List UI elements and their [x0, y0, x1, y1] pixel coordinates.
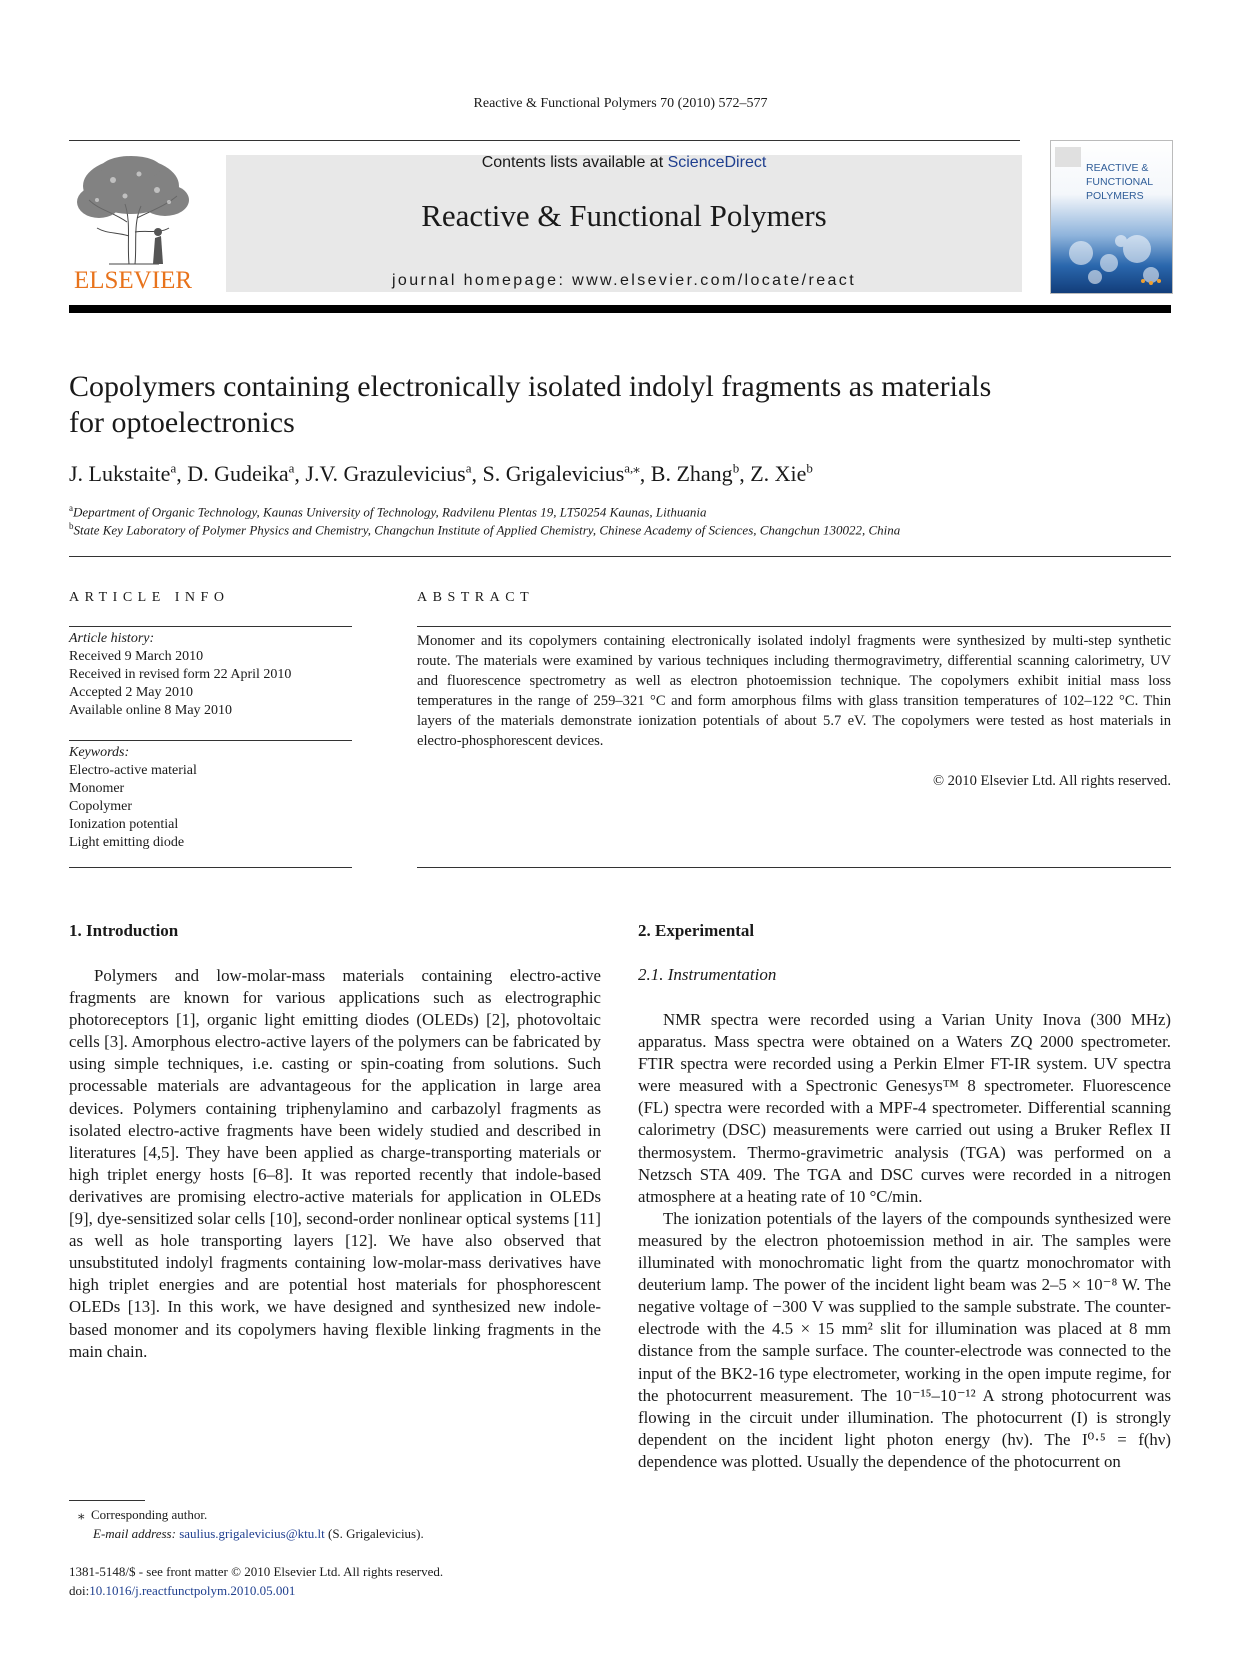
- sciencedirect-link[interactable]: ScienceDirect: [667, 154, 767, 171]
- keyword: Electro-active material: [69, 763, 197, 778]
- homepage-link[interactable]: www.elsevier.com/locate/react: [572, 272, 857, 289]
- keyword: Copolymer: [69, 799, 132, 814]
- author[interactable]: B. Zhang$^b$: [650, 461, 740, 487]
- article-info-heading: ARTICLE INFO: [69, 590, 230, 605]
- affiliation-b: $^b$State Key Laboratory of Polymer Physics and Chemistry, Changchun Institute of Applied Chemistry, Chinese Academy of Sciences, Changchun 130022, China: [69, 521, 901, 538]
- author[interactable]: D. Gudeika$^a$: [187, 461, 295, 487]
- keyword: Light emitting diode: [69, 835, 185, 850]
- title-line-1: Copolymers containing electronically isolated indolyl fragments as materials: [69, 370, 992, 403]
- title-line-2: for optoelectronics: [69, 406, 295, 439]
- issn-line: 1381-5148/$ - see front matter © 2010 Elsevier Ltd. All rights reserved.: [69, 1564, 444, 1579]
- email-link[interactable]: saulius.grigalevicius@ktu.lt: [179, 1526, 325, 1541]
- abstract-text: Monomer and its copolymers containing electronically isolated indolyl fragments were synthesized by multi-step synthetic route. The materials were examined by various techniques including thermogravimetry, differential scanning calorimetry, UV and fluorescence spectrometry as well as electron photoemission technique. The copolymers exhibit initial mass loss temperatures in the range of 259–321 °C and form amorphous films with glass transition temperatures of 102–122 °C. Thin layers of the materials demonstrate ionization potentials of about 5.7 eV. The copolymers were tested as host materials in electro-phosphorescent devices.: [417, 633, 1171, 749]
- affiliation-a: $^a$Department of Organic Technology, Kaunas University of Technology, Radvilenu Plentas 19, LT50254 Kaunas, Lithuania: [69, 503, 707, 520]
- elsevier-logo[interactable]: [69, 152, 197, 294]
- keywords: [69, 744, 352, 852]
- author-separator: ,: [176, 461, 188, 487]
- author[interactable]: J.V. Grazulevicius$^a$: [305, 461, 472, 487]
- author-separator: ,: [739, 461, 751, 487]
- section-heading-introduction: 1. Introduction: [69, 921, 179, 940]
- experimental-text: [638, 1009, 1171, 1473]
- footnote-mark: ⁎: [78, 1507, 85, 1522]
- author[interactable]: J. Lukstaite$^a$: [69, 461, 177, 487]
- cover-line-1: REACTIVE &: [1086, 162, 1149, 174]
- elsevier-wordmark: ELSEVIER: [73, 267, 193, 294]
- journal-homepage: [226, 272, 1022, 290]
- abstract-rule: [417, 626, 1171, 627]
- history-label: Article history:: [69, 631, 155, 646]
- history-received: Received 9 March 2010: [69, 649, 204, 664]
- author-separator: ,: [639, 461, 651, 487]
- paragraph: NMR spectra were recorded using a Varian Unity Inova (300 MHz) apparatus. Mass spectra were obtained on a Waters ZQ 2000 spectrometer. FTIR spectra were recorded using a Perkin Elmer FT-IR system. UV spectra were measured with a Spectronic Genesys™ 8 spectrometer. Fluorescence (FL) spectra were recorded with a MPF-4 spectrometer. Differential scanning calorimetry (DSC) measurements were carried out using a Bruker Reflex II thermosystem. Thermo-gravimetric analysis (TGA) was performed on a Netzsch STA 409. The TGA and DSC curves were recorded in a nitrogen atmosphere at a heating rate of 10 °C/min.: [638, 1010, 1171, 1206]
- abstract-heading: ABSTRACT: [417, 590, 535, 605]
- doi-label: doi:: [69, 1583, 90, 1598]
- header-thick-rule: [69, 305, 1171, 313]
- history-online: Available online 8 May 2010: [69, 703, 233, 718]
- doi-link[interactable]: 10.1016/j.reactfunctpolym.2010.05.001: [89, 1583, 296, 1598]
- title-rule: [69, 556, 1171, 557]
- email-note: [78, 1524, 598, 1543]
- history-revised: Received in revised form 22 April 2010: [69, 667, 292, 682]
- email-suffix: (S. Grigalevicius).: [324, 1526, 424, 1541]
- cover-title: [1086, 161, 1166, 203]
- header-rule: [69, 140, 1020, 141]
- abstract-copyright: © 2010 Elsevier Ltd. All rights reserved.: [932, 773, 1171, 789]
- section-heading-experimental: 2. Experimental: [638, 921, 755, 940]
- footnote: [78, 1505, 598, 1543]
- contents-line: [226, 154, 1022, 172]
- keywords-rule: [69, 740, 352, 741]
- paragraph: The ionization potentials of the layers of the compounds synthesized were measured by the electron photoemission method in air. The samples were illuminated with monochromatic light from the quartz monochromator with deuterium lamp. The power of the incident light beam was 2–5 × 10⁻⁸ W. The negative voltage of −300 V was supplied to the sample substrate. The counter-electrode with the 4.5 × 15 mm² slit for illumination was placed at 8 mm distance from the sample surface. The counter-electrode was connected to the input of the BK2-16 type electrometer, working in the open impute regime, for the photocurrent measurement. The 10⁻¹⁵–10⁻¹² A strong photocurrent was flowing in the circuit under illumination. The photocurrent (I) is strongly dependent on the incident light photon energy (hν). The I⁰·⁵ = f(hν) dependence was plotted. Usually the dependence of the photocurrent on: [638, 1208, 1171, 1471]
- article-info-bottom-rule: [69, 867, 352, 868]
- author-separator: ,: [471, 461, 483, 487]
- author[interactable]: S. Grigalevicius$^{a,⁎}$: [482, 461, 640, 487]
- article-info-rule: [69, 626, 352, 627]
- abstract-bottom-rule: [417, 867, 1171, 868]
- journal-name: Reactive & Functional Polymers: [421, 198, 827, 233]
- email-label: E-mail address:: [93, 1526, 180, 1541]
- article-history: [69, 630, 352, 720]
- cover-line-3: POLYMERS: [1086, 190, 1144, 202]
- running-head: Reactive & Functional Polymers 70 (2010) 572–577: [473, 96, 768, 111]
- paragraph: Polymers and low-molar-mass materials containing electro-active fragments are known for various applications such as electrographic photoreceptors [1], organic light emitting diodes (OLEDs) [2], photovoltaic cells [3]. Amorphous electro-active layers of the polymers can be fabricated by using simple techniques, i.e. casting or spin-coating from solutions. Such processable materials are advantageous for the application in large area devices. Polymers containing triphenylamino and carbazolyl fragments as isolated electro-active fragments have been widely studied and described in literatures [4,5]. They have been applied as charge-transporting materials or high triplet energy hosts [6–8]. It was reported recently that indole-based derivatives are promising electro-active materials for application in OLEDs [9], dye-sensitized solar cells [10], second-order nonlinear optical systems [11] as well as hole transporting layers [12]. We have also observed that unsubstituted indolyl fragments containing low-molar-mass derivatives have high triplet energies and are potential host materials for phosphorescent OLEDs [13]. In this work, we have designed and synthesized new indole-based monomer and its copolymers having flexible linking fragments in the main chain.: [69, 966, 601, 1361]
- corresponding-author-note: [78, 1505, 598, 1524]
- author[interactable]: Z. Xie$^b$: [750, 461, 813, 487]
- doi-line: [69, 1581, 629, 1600]
- keywords-label: Keywords:: [69, 745, 130, 760]
- article-title: [69, 369, 1169, 441]
- author-list: [69, 461, 1169, 487]
- keyword: Monomer: [69, 781, 125, 796]
- cover-line-2: FUNCTIONAL: [1086, 176, 1154, 188]
- subsection-heading-instrumentation: 2.1. Instrumentation: [638, 965, 777, 984]
- introduction-text: [69, 965, 601, 1363]
- corresponding-label: Corresponding author.: [91, 1507, 208, 1522]
- keyword: Ionization potential: [69, 817, 179, 832]
- footnote-rule: [69, 1500, 145, 1501]
- contents-prefix: Contents lists available at: [481, 154, 668, 171]
- history-accepted: Accepted 2 May 2010: [69, 685, 194, 700]
- homepage-prefix: journal homepage:: [391, 272, 573, 289]
- author-separator: ,: [294, 461, 306, 487]
- tree-icon: [69, 152, 197, 294]
- front-matter: [69, 1562, 629, 1600]
